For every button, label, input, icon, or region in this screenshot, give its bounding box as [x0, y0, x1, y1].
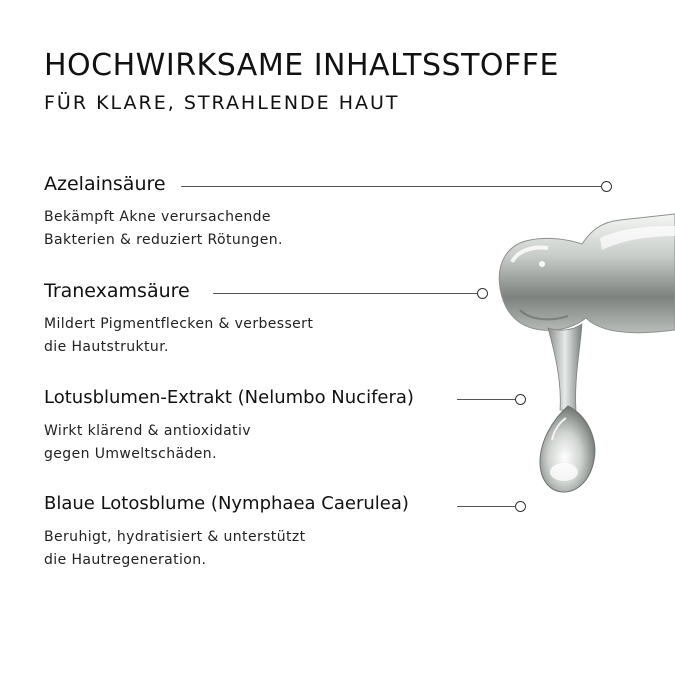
connector-dot [601, 181, 612, 192]
ingredient-description-line: Bekämpft Akne verursachende [44, 209, 271, 225]
ingredient-description-line: die Hautregeneration. [44, 552, 207, 568]
ingredient-name: Tranexamsäure [44, 280, 190, 302]
ingredient-description-line: Wirkt klärend & antioxidativ [44, 423, 251, 439]
ingredient-description [44, 420, 251, 466]
ingredient-description [44, 206, 283, 252]
connector-line [181, 186, 601, 187]
page-title: HOCHWIRKSAME INHALTSSTOFFE [44, 48, 559, 83]
ingredient-name: Lotusblumen-Extrakt (Nelumbo Nucifera) [44, 387, 414, 408]
ingredient-description-line: die Hautstruktur. [44, 339, 169, 355]
ingredient-description-line: Beruhigt, hydratisiert & unterstützt [44, 529, 306, 545]
ingredient-description [44, 313, 313, 359]
ingredient-azelainsaeure [44, 173, 283, 248]
ingredient-description-line: Bakterien & reduziert Rötungen. [44, 232, 283, 248]
ingredient-tranexamsaeure [44, 280, 314, 355]
page-subtitle: FÜR KLARE, STRAHLENDE HAUT [44, 92, 400, 114]
connector-line [457, 506, 515, 507]
ingredient-description-line: gegen Umweltschäden. [44, 446, 217, 462]
connector-dot [477, 288, 488, 299]
ingredient-description [44, 526, 306, 572]
ingredient-blaue-lotosblume [44, 493, 409, 568]
ingredient-name: Blaue Lotosblume (Nymphaea Caerulea) [44, 493, 409, 514]
ingredient-name: Azelainsäure [44, 173, 166, 195]
ingredient-description-line: Mildert Pigmentflecken & verbessert [44, 316, 314, 332]
ingredient-lotusblumen-extrakt [44, 387, 414, 462]
connector-line [213, 293, 477, 294]
serum-dropper-icon [490, 210, 675, 504]
